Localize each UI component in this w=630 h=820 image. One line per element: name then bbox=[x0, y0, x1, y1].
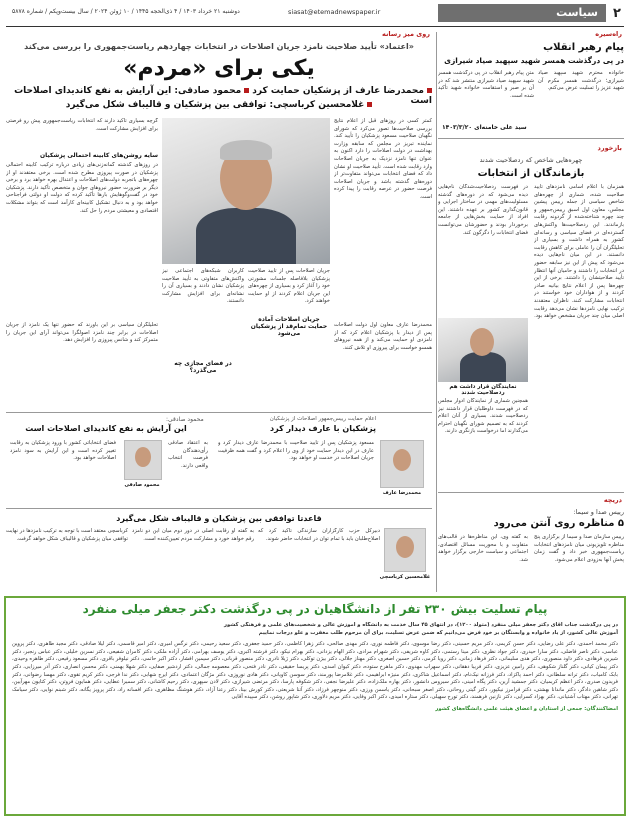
portrait-photo bbox=[438, 318, 528, 382]
site-email[interactable]: siasat@etemadnewspaper.ir bbox=[288, 8, 381, 16]
article-body: به گفته او رقابت اصلی در دور دوم میان این دو نامزد رقم خواهد خورد و مشارکت مردم تعیین‌کننده است. bbox=[132, 528, 254, 542]
article-subtitle: در پی درگذشت همسر شهید سپهبد صیاد شیرازی bbox=[444, 56, 624, 65]
subtitle-2: محمود صادقی: این آرایش به نفع کاندیدای اصلاحات است bbox=[14, 86, 432, 106]
article-body: در روزهای گذشته گمانه‌زنی‌های زیادی درباره ترکیب کابینه احتمالی پزشکیان در صورت پیروزی مطرح شده است. برخی معتقدند او از چهره‌های باتجربه دولت‌های اصلاحات و اعتدال بهره خواهد برد و برخی دیگر بر ضرورت حضور نیروهای جوان و متخصص تأکید دارند. پزشکیان خود در گفت‌وگوهایش بارها تأکید کرده که دولت او دولتی فراجناحی خواهد بود و به دنبال تشکیل کابینه‌ای کارآمد است که بتواند مشکلات اقتصادی و معیشتی مردم را حل کند. bbox=[6, 162, 158, 214]
article-body: همزمان با اعلام اسامی نامزدهای تأیید صلاحیت شده، شماری از چهره‌های شاخص سیاسی از جمله رییس پیشین مجلس، معاون اول اسبق رییس‌جمهور و چند چهره شناخته‌شده از گردونه رقابت بازماندند. این ردصلاحیت‌ها واکنش‌های گسترده‌ای در فضای سیاسی و رسانه‌ای کشور به همراه داشت و بسیاری از تحلیلگران آن را عاملی برای کاهش رقابت دانستند. در این میان نام‌هایی دیده می‌شود که پیش از این نیز سابقه حضور در انتخابات را داشتند و حامیان آنها انتظار تأیید صلاحیتشان را داشتند. برخی از این چهره‌ها پس از اعلام نتایج بیانیه صادر کردند و از هواداران خود خواستند در انتخابات مشارکت کنند. ناظران معتقدند ترکیب نهایی نامزدها نشان می‌دهد رقابت اصلی میان چند جریان مشخص خواهد بود. bbox=[534, 184, 624, 320]
header-rule bbox=[6, 26, 624, 27]
divider bbox=[438, 138, 624, 139]
interview-kicker: محمود صادقی: bbox=[166, 416, 204, 423]
page-number: ۲ bbox=[613, 6, 621, 21]
condolence-signers: دکتر محمد احمدی، دکتر علی رضایی، دکتر حسن کریمی، دکتر مریم حسینی، دکتر رضا موسوی، دکتر فاطمه نوری، دکتر مهدی صالحی، دکتر زهرا کاظمی، دکتر حمید جعفری، دکتر سعید رحیمی، دکتر نرگس امیری، دکتر امیر قاسمی، دکتر لیلا صادقی، دکتر مجید طاهری، دکتر پروین عباسی، دکتر ناصر فاضلی، دکتر سارا حیدری، دکتر جواد نظری، دکتر مینا رستمی، دکتر کاوه شریفی، دکتر شهرام مرادی، دکتر الهام یزدانی، دکتر بهرام نیکو، دکتر فرشته اکبری، دکتر یوسف بهرامی، دکتر آزاده ملکی، دکتر کامران شفیعی، دکتر نسرین خلیلی، دکتر عباس رنجبر، دکتر شیرین فرهادی، دکتر داود منصوری، دکتر هدی سلیمانی، دکتر فرهاد زمانی، دکتر رویا کرمی، دکتر حسین اصغری، دکتر مهناز جلالی، دکتر بیژن توکلی، دکتر ژیلا نادری، دکتر منصور قربانی، دکتر سیمین افشار، دکتر اکبر حاتمی، دکتر نیلوفر باقری، دکتر مسعود رفیعی، دکتر طاهره وحیدی، دکتر پیمان کیانی، دکتر گلناز شکوهی، دکتر رامین عزیزی، دکتر فریبا دهقانی، دکتر سهراب مهدوی، دکتر ماهرخ ستوده، دکتر کیوان اسدی، دکتر پریسا حقیقی، دکتر نادر فتحی، دکتر معصومه جمالی، دکتر اردشیر صفایی، دکتر شهلا بهمنی، دکتر محسن انصاری، دکتر آذر میرزایی، دکتر بابک کامیاب، دکتر ترانه سلطانی، دکتر احمد پاکزاد، دکتر فرزانه نیک‌نام، دکتر اسماعیل شاکری، دکتر منیژه ابراهیمی، دکتر غلامرضا پورمند، دکتر سوسن کاویانی، دکتر هادی نوروزی، دکتر مژگان اعتمادی، دکتر ایرج شهابی، دکتر ندا فرجی، دکتر کریم تقوی، دکتر مهسا رضوانی، دکتر فریدون صدری، دکتر اعظم کریمیان، دکتر جمشید آرین، دکتر پگاه امینی، دکتر سیروس دانشور، دکتر بهاره ملک‌زاده، دکتر علیرضا نجفی، دکتر شکوفه پارسا، دکتر مرتضی شیرازی، دکتر لادن سپهری، دکتر رحیم کاشانی، دکتر سمیرا عطایی، دکتر همایون فروتن، دکتر کتایون مهرآیین، دکتر شاهین دادگر، دکتر ماندانا بهشتی، دکتر فرامرز نیکپور، دکتر گیتی روحانی، دکتر اصغر سبحانی، دکتر یاسمن ورزی، دکتر منوچهر فرزاد، دکتر آتنا شریعتی، دکتر کورش بینا، دکتر رعنا آزاد، دکتر هوشنگ مظاهری، دکتر افسانه راد، دکتر پرویز یگانه، دکتر شبنم نوایی، دکتر سیامک تهرانی، دکتر مهتاب آشتیانی، دکتر بهزاد کسرایی، دکتر نازنین فرهمند، دکتر تورج سهیلی، دکتر ستاره امیدی، دکتر اکبر وفایی، دکتر مریم دلاوری، دکتر شاپور روشن، دکتر سپیده آقایی bbox=[12, 641, 618, 701]
article-kicker: رییس صدا و سیما: bbox=[573, 508, 624, 516]
top-header bbox=[0, 0, 630, 28]
divider bbox=[438, 492, 624, 493]
side-head: سایه روشن‌های کابینه احتمالی پزشکیان bbox=[40, 152, 158, 159]
article-body: کاربران شبکه‌های اجتماعی نیز واکنش‌های متفاوتی به تأیید صلاحیت پزشکیان نشان دادند و بسیاری آن را نشانه‌ای برای افزایش مشارکت دانستند. bbox=[162, 268, 244, 305]
signature: سید علی خامنه‌ای ۱۴۰۳/۳/۲۰ bbox=[442, 124, 527, 131]
lead-subtitle bbox=[6, 100, 432, 110]
subtitle-1: محمدرضا عارف از پزشکیان حمایت کرد bbox=[252, 86, 424, 96]
interview-title[interactable]: قاعدتا توافقی بین پزشکیان و قالیباف شکل می‌گیرد bbox=[116, 514, 322, 523]
article-title[interactable]: پیام رهبر انقلاب bbox=[543, 42, 624, 53]
article-body: فضای انتخاباتی کشور با ورود پزشکیان به رقابت تغییر کرده است و این آرایش به سود نامزد اصلاحات خواهد بود. bbox=[10, 440, 116, 462]
article-body: در فهرست ردصلاحیت‌شدگان نام‌هایی دیده می‌شود که در دوره‌های گذشته مسئولیت‌های مهمی در ساختار اجرایی و قانون‌گذاری کشور بر عهده داشتند. این افراد از حمایت بخش‌هایی از جامعه برخوردار بودند و حضورشان می‌توانست فضای انتخابات را دگرگون کند. bbox=[438, 184, 528, 236]
section-tag: دریچه bbox=[603, 496, 622, 504]
interview-kicker: اعلام حمایت رییس‌جمهور اصلاحات از پزشکیان bbox=[269, 416, 377, 422]
divider bbox=[6, 412, 432, 413]
interviewee-photo bbox=[384, 528, 426, 572]
condolence-line: در پی درگذشت جناب آقای دکتر جعفر میلی منفرد (متولد ۱۲۰۰)، در انتهای ۴۵ سال خدمت به دانشگاه و آموزش عالی و شخصیت‌های علمی و فرهنگی کشور bbox=[223, 622, 618, 628]
interviewee-name: محمدرضا عارف bbox=[382, 490, 422, 496]
lead-title[interactable]: یکی برای «مردم» bbox=[123, 56, 315, 81]
column-head: جریان اصلاحات آماده حمایت تمام‌قد از پزشکیان می‌شود bbox=[250, 316, 328, 337]
interview-title[interactable]: پزشکیان با عارف دیدار کرد bbox=[270, 424, 376, 433]
column-rule bbox=[436, 32, 437, 592]
article-body: کمتر کسی در روزهای قبل از اعلام نتایج بررسی صلاحیت‌ها تصور می‌کرد که شورای نگهبان صلاحیت مسعود پزشکیان را تأیید کند. نماینده تبریز در مجلس که سابقه وزارت بهداشت در دولت اصلاحات را دارد اکنون به عنوان تنها نامزد نزدیک به جریان اصلاحات وارد رقابت شده است. تأیید صلاحیت او نشان داد که فضای انتخابات می‌تواند متفاوت‌تر از دوره‌های گذشته باشد و جریان اصلاحات فرصت حضور در عرصه رقابت را پیدا کرده است. bbox=[334, 118, 432, 200]
article-body: محمدرضا عارف معاون اول دولت اصلاحات پس از دیدار با پزشکیان اعلام کرد که از نامزدی او حمایت می‌کند و از همه نیروهای همسو خواست برای پیروزی او تلاش کنند. bbox=[334, 322, 432, 351]
column-head: در فضای مجازی چه می‌گذرد؟ bbox=[174, 360, 232, 374]
right-column bbox=[438, 30, 624, 590]
photo-caption: نمایندگان قرار داشت هم ردصلاحیت شدند bbox=[449, 384, 517, 396]
divider bbox=[6, 508, 432, 509]
section-label: سیاست bbox=[438, 4, 606, 22]
section-tag: بازخورد bbox=[597, 144, 622, 152]
article-body: خانواده محترم شهید سپهبد صیاد شیرازی؛ درگذشت همسر مکرم آن شهید عزیز را تسلیت عرض می‌کنم. bbox=[538, 70, 624, 92]
article-body: دبیرکل حزب کارگزاران سازندگی تأکید کرد که اصلاح‌طلبان باید با تمام توان در انتخابات حاضر شوند. bbox=[258, 528, 380, 542]
condolence-title: پیام تسلیت بیش ۲۳۰ تفر از دانشگاهیان در پی درگذشت دکتر جعفر میلی منفرد bbox=[82, 602, 548, 616]
article-body: مسعود پزشکیان پس از تأیید صلاحیت با محمدرضا عارف دیدار کرد و عارف در این دیدار حمایت خود از وی را اعلام کرد و گفت همه ظرفیت جریان اصلاحات در خدمت او خواهد بود. bbox=[218, 440, 374, 462]
interviewee-name: غلامحسین کرباسچی bbox=[379, 574, 431, 580]
interview-block bbox=[6, 416, 432, 590]
section-tag: روی میز رسانه bbox=[382, 30, 430, 38]
condolence-box bbox=[4, 596, 626, 816]
condolence-line: آموزش عالی کشور، از یاد خانواده و وابستگان بر خود فرض می‌دانیم که ضمن عرض تسلیت، برای آن مرحوم طلب مغفرت و علو درجات نماییم bbox=[258, 629, 618, 636]
condolence-body bbox=[12, 622, 618, 812]
interview-title[interactable]: این آرایش به نفع کاندیدای اصلاحات است bbox=[25, 424, 187, 433]
article-body: گرچه بسیاری تأکید دارند که انتخابات ریاست‌جمهوری پیش رو فرصتی برای افزایش مشارکت است. bbox=[6, 118, 158, 132]
bullet-icon bbox=[427, 88, 432, 93]
article-kicker: چهره‌هایی شاخص که ردصلاحیت شدند bbox=[479, 156, 583, 164]
subtitle-3: غلامحسین کرباسچی: توافقی بین پزشکیان و قالیباف شکل می‌گیرد bbox=[65, 100, 365, 110]
lead-story bbox=[6, 30, 432, 410]
article-body: رییس سازمان صدا و سیما از برگزاری پنج مناظره تلویزیونی میان نامزدهای انتخابات ریاست‌جمهوری خبر داد و گفت زمان پخش آنها به‌زودی اعلام می‌شود. bbox=[534, 534, 624, 563]
article-body: متن پیام رهبر انقلاب در پی درگذشت همسر شهید سپهبد صیاد شیرازی منتشر شد که در آن بر صبر و استقامت خانواده شهید تأکید شده است. bbox=[438, 70, 534, 99]
article-body: تحلیلگران سیاسی بر این باورند که حضور تنها یک نامزد از جریان اصلاحات در برابر چند نامزد اصولگرا می‌تواند آرای این جریان را متمرکز کند و شانس پیروزی را افزایش دهد. bbox=[6, 322, 158, 344]
article-body: جریان اصلاحات پس از تأیید صلاحیت پزشکیان بلافاصله جلسات مشورتی خود را آغاز کرد و بسیاری از چهره‌های این جریان اعلام کردند از او حمایت خواهند کرد. bbox=[248, 268, 330, 305]
interviewee-photo bbox=[124, 440, 162, 480]
dateline: دوشنبه ۲۱ خرداد ۱۴۰۳ / ۴ ذی‌الحجه ۱۴۴۵ / ۱۰ ژوئن ۲۰۲۴ / سال بیست‌وپکم / شماره ۵۸۷۸ bbox=[12, 8, 240, 15]
article-body: همچنین شماری از نمایندگان ادوار مجلس که در فهرست داوطلبان قرار داشتند نیز ردصلاحیت شدند. بسیاری از آنان اعلام کردند که به تصمیم شورای نگهبان احترام می‌گذارند اما درخواست بازنگری دارند. bbox=[438, 398, 528, 435]
lead-photo bbox=[162, 118, 330, 264]
interviewee-photo bbox=[380, 440, 424, 488]
article-title[interactable]: ۵ مناظره روی آنتن می‌رود bbox=[493, 518, 624, 529]
condolence-line: امضاکنندگان: جمعی از استادان و اعضای هیئت علمی دانشگاه‌های کشور bbox=[435, 705, 618, 712]
lead-kicker: «اعتماد» تأیید صلاحیت نامزد جریان اصلاحات در انتخابات چهاردهم ریاست‌جمهوری را بررسی می‌کند bbox=[24, 42, 414, 51]
article-title[interactable]: بازماندگان از انتخابات bbox=[477, 168, 585, 179]
section-tag: راه‌سیره bbox=[595, 30, 622, 38]
article-body: به اعتقاد صادقی رأی‌دهندگان فرصت انتخاب واقعی دارند. bbox=[168, 440, 208, 469]
interviewee-name: محمود صادقی bbox=[124, 482, 160, 488]
article-body: به گفته وی، این مناظره‌ها در قالب‌های متفاوت و با محوریت مسائل اقتصادی، اجتماعی و سیاست خارجی برگزار خواهد شد. bbox=[438, 534, 528, 563]
article-body: کرباسچی معتقد است با توجه به ترکیب نامزدها در نهایت توافقی میان پزشکیان و قالیباف شکل خواهد گرفت. bbox=[6, 528, 128, 542]
bullet-icon bbox=[367, 102, 372, 107]
bullet-icon bbox=[244, 88, 249, 93]
